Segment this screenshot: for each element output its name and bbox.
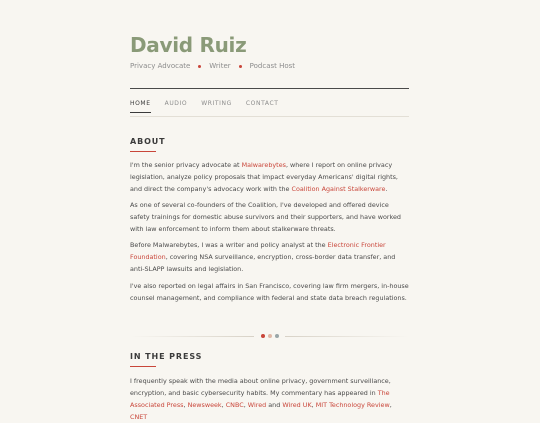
associated-press-link[interactable]: The Associated Press bbox=[130, 389, 390, 409]
text-run: , bbox=[311, 401, 316, 409]
header-rule bbox=[130, 88, 409, 89]
text-run: , bbox=[243, 401, 248, 409]
newsweek-link[interactable]: Newsweek bbox=[187, 401, 222, 409]
divider-dot bbox=[275, 334, 279, 338]
text-run: and bbox=[266, 401, 283, 409]
about-paragraph-1 bbox=[130, 159, 409, 195]
text-run: , bbox=[389, 401, 392, 409]
about-paragraph-4: I've also reported on legal affairs in San Francisco, covering law firm mergers, in-house counsel management, and compliance with federal and state data breach regulations. bbox=[130, 282, 409, 302]
tagline-role: Writer bbox=[209, 62, 231, 70]
nav-item-contact[interactable]: CONTACT bbox=[245, 100, 279, 107]
eff-link[interactable]: Electronic Frontier Foundation bbox=[130, 241, 386, 261]
divider-dot bbox=[268, 334, 272, 338]
about-paragraph-3 bbox=[130, 239, 409, 275]
about-paragraph-2: As one of several co-founders of the Coalition, I've developed and offered device safety trainings for domestic abuse survivors and their supporters, and have worked with law enforcement to inform them about stalkerware threats. bbox=[130, 201, 401, 233]
text-run: , where I report on online privacy legislation, analyze policy proposals that impact everyday Americans' digital rights, and direct the company's advocacy work with the bbox=[130, 161, 398, 193]
tagline-role: Privacy Advocate bbox=[130, 62, 191, 70]
mit-technology-review-link[interactable]: MIT Technology Review bbox=[315, 401, 390, 409]
coalition-against-stalkerware-link[interactable]: Coalition Against Stalkerware bbox=[291, 185, 386, 193]
cnbc-link[interactable]: CNBC bbox=[225, 401, 244, 409]
text-run: I frequently speak with the media about online privacy, government surveillance, encryption, and basic cybersecurity habits. My commentary has appeared in bbox=[130, 377, 391, 397]
tagline-role: Podcast Host bbox=[249, 62, 296, 70]
nav-item-writing[interactable]: WRITING bbox=[201, 100, 232, 107]
press-heading: IN THE PRESS bbox=[130, 352, 203, 361]
text-run: , bbox=[183, 401, 188, 409]
tagline-separator-dot bbox=[239, 65, 242, 68]
text-run: . bbox=[385, 185, 388, 193]
text-run: I'm the senior privacy advocate at bbox=[130, 161, 242, 169]
divider-line-right bbox=[285, 336, 409, 337]
nav-item-home[interactable]: HOME bbox=[130, 100, 151, 107]
cnet-link[interactable]: CNET bbox=[130, 413, 148, 421]
text-run: Before Malwarebytes, I was a writer and policy analyst at the bbox=[130, 241, 328, 249]
site-title[interactable]: David Ruiz bbox=[130, 33, 247, 57]
main-nav bbox=[130, 100, 293, 108]
wired-link[interactable]: Wired bbox=[247, 401, 267, 409]
tagline-separator-dot bbox=[198, 65, 201, 68]
nav-rule bbox=[130, 116, 409, 117]
about-heading: ABOUT bbox=[130, 137, 166, 146]
divider-dot bbox=[261, 334, 265, 338]
text-run: , bbox=[221, 401, 226, 409]
divider-dots bbox=[261, 334, 282, 338]
press-paragraph-1 bbox=[130, 375, 409, 423]
text-run: , covering NSA surveillance, encryption, cross-border data transfer, and anti-SLAPP lawsuits and legislation. bbox=[130, 253, 396, 273]
press-heading-underline bbox=[130, 366, 156, 367]
nav-item-audio[interactable]: AUDIO bbox=[164, 100, 188, 107]
malwarebytes-link[interactable]: Malwarebytes bbox=[241, 161, 286, 169]
wired-uk-link[interactable]: Wired UK bbox=[282, 401, 312, 409]
section-divider bbox=[130, 336, 409, 337]
divider-line-left bbox=[130, 336, 254, 337]
about-heading-underline bbox=[130, 151, 156, 152]
tagline bbox=[130, 61, 295, 71]
